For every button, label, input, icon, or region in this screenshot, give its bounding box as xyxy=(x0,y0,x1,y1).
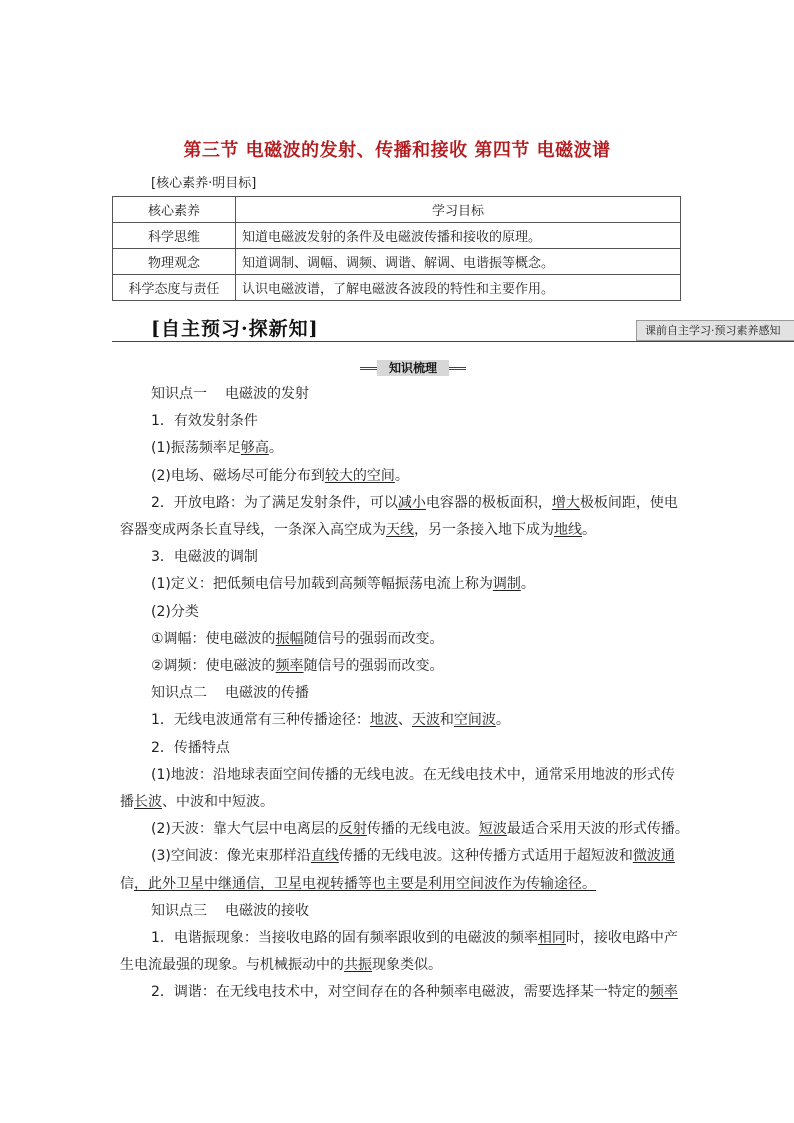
knowledge-point-number: 知识点三 xyxy=(151,902,207,919)
text-run: 传播的无线电波。这种传播方式适用于超短波和 xyxy=(338,848,633,865)
table-row xyxy=(113,223,681,249)
knowledge-point-number: 知识点一 xyxy=(151,386,207,402)
answer-blank: 增大 xyxy=(551,494,580,511)
knowledge-point-title: 电磁波的发射 xyxy=(225,386,309,402)
text-run: 1．有效发射条件 xyxy=(151,413,258,430)
section-banner-title: [自主预习·探新知] xyxy=(151,318,319,340)
answer-blank: 天线 xyxy=(386,522,414,538)
content-line xyxy=(151,411,258,431)
table-cell: 物理观念 xyxy=(113,249,236,275)
text-run: (2)天波：靠大气层中电离层的 xyxy=(151,821,339,838)
content-line xyxy=(151,656,444,676)
knowledge-summary-text: 知识梳理 xyxy=(377,360,449,376)
page-title: 第三节 电磁波的发射、传播和接收 第四节 电磁波谱 xyxy=(183,140,611,161)
text-run: (2)电场、磁场尽可能分布到 xyxy=(151,467,325,484)
content-line xyxy=(151,493,678,513)
answer-blank: 地线 xyxy=(554,522,582,538)
text-run: 生电流最强的现象。与机械振动中的 xyxy=(120,957,344,974)
text-run: 和 xyxy=(439,712,454,729)
table-cell: 认识电磁波谱，了解电磁波各波段的特性和主要作用。 xyxy=(236,275,681,301)
text-run: 、中波和中短波。 xyxy=(162,794,274,810)
answer-blank: 天波 xyxy=(411,712,440,729)
section-banner-tag: 课前自主学习·预习素养感知 xyxy=(636,320,794,341)
table-row xyxy=(113,275,681,301)
answer-blank: 振幅 xyxy=(275,630,304,647)
text-run: ②调频：使电磁波的 xyxy=(151,658,276,674)
knowledge-point-title: 电磁波的传播 xyxy=(225,685,309,702)
text-run: 。 xyxy=(268,440,283,457)
text-run: 2．传播特点 xyxy=(151,739,230,756)
text-run: 1．电谐振现象：当接收电路的固有频率跟收到的电磁波的频率 xyxy=(151,930,538,946)
answer-blank: 调制 xyxy=(492,576,521,593)
column-header-goals: 学习目标 xyxy=(236,197,681,223)
answer-blank: 短波 xyxy=(478,821,507,838)
content-line xyxy=(151,819,689,839)
text-run: 。 xyxy=(495,712,510,729)
text-run: 随信号的强弱而改变。 xyxy=(303,658,444,674)
answer-blank: 共振 xyxy=(344,957,372,974)
text-run: 时，接收电路中产 xyxy=(565,930,678,946)
text-run: ①调幅：使电磁波的 xyxy=(151,630,276,647)
content-line xyxy=(120,874,596,894)
learning-goals-table xyxy=(112,196,681,301)
table-header-row xyxy=(113,197,681,223)
content-line xyxy=(151,928,678,948)
content-line xyxy=(151,602,199,622)
content-line xyxy=(120,520,596,540)
answer-blank: ，此外卫星中继通信，卫星电视转播等也主要是利用空间波作为传输途径。 xyxy=(134,875,596,892)
knowledge-point-number: 知识点二 xyxy=(151,685,207,702)
text-run: 极板间距，使电 xyxy=(579,494,678,511)
text-run: 播 xyxy=(120,794,134,810)
content-line xyxy=(120,955,442,975)
text-run: 2．开放电路：为了满足发射条件，可以 xyxy=(151,494,398,511)
text-run: 最适合采用天波的形式传播。 xyxy=(506,821,689,838)
text-run: 、 xyxy=(397,712,412,729)
answer-blank: 地波 xyxy=(369,712,398,729)
text-run: 容器变成两条长直导线，一条深入高空成为 xyxy=(120,522,386,538)
answer-blank: 相同 xyxy=(537,930,566,946)
knowledge-point-heading xyxy=(151,901,309,921)
content-line xyxy=(151,765,675,785)
text-run: 2．调谐：在无线电技术中，对空间存在的各种频率电磁波，需要选择某一特定的 xyxy=(151,984,650,1001)
content-line xyxy=(151,846,675,866)
answer-blank: 减小 xyxy=(397,494,426,511)
knowledge-point-heading xyxy=(151,384,309,404)
table-cell: 知道调制、调幅、调频、调谐、解调、电谐振等概念。 xyxy=(236,249,681,275)
content-line xyxy=(151,547,258,567)
text-run: (1)定义：把低频电信号加载到高频等幅振荡电流上称为 xyxy=(151,576,493,593)
content-line xyxy=(151,629,444,649)
text-run: 3．电磁波的调制 xyxy=(151,549,258,566)
table-cell: 科学态度与责任 xyxy=(113,275,236,301)
answer-blank: 微波通 xyxy=(632,848,675,865)
answer-blank: 够高 xyxy=(240,440,269,457)
content-line xyxy=(151,738,230,758)
text-run: 。 xyxy=(394,467,409,484)
text-run: 现象类似。 xyxy=(372,957,442,974)
content-line xyxy=(151,438,283,458)
table-row xyxy=(113,249,681,275)
content-line xyxy=(151,710,510,730)
answer-blank: 反射 xyxy=(338,821,367,838)
text-run: ，另一条接入地下成为 xyxy=(414,522,554,538)
text-run: (2)分类 xyxy=(151,603,199,620)
content-line xyxy=(151,466,409,486)
text-run: (3)空间波：像光束那样沿 xyxy=(151,848,311,865)
text-run: (1)振荡频率足 xyxy=(151,440,241,457)
answer-blank: 空间波 xyxy=(453,712,496,729)
text-run: 信 xyxy=(120,875,134,892)
text-run: 。 xyxy=(582,522,596,538)
answer-blank: 长波 xyxy=(134,794,162,810)
table-cell: 知道电磁波发射的条件及电磁波传播和接收的原理。 xyxy=(236,223,681,249)
knowledge-point-title: 电磁波的接收 xyxy=(225,902,309,919)
text-run: 传播的无线电波。 xyxy=(366,821,479,838)
answer-blank: 频率 xyxy=(649,984,678,1001)
column-header-literacy: 核心素养 xyxy=(113,197,236,223)
banner-divider xyxy=(112,341,794,342)
content-line xyxy=(151,982,678,1002)
content-line xyxy=(151,574,535,594)
table-cell: 科学思维 xyxy=(113,223,236,249)
answer-blank: 频率 xyxy=(275,658,304,674)
text-run: (1)地波：沿地球表面空间传播的无线电波。在无线电技术中，通常采用地波的形式传 xyxy=(151,766,675,783)
answer-blank: 直线 xyxy=(310,848,339,865)
text-run: 1．无线电波通常有三种传播途径： xyxy=(151,712,370,729)
text-run: 电容器的极板面积， xyxy=(425,494,552,511)
knowledge-point-heading xyxy=(151,683,309,703)
text-run: 。 xyxy=(520,576,535,593)
content-line xyxy=(120,792,274,812)
text-run: 随信号的强弱而改变。 xyxy=(303,630,444,647)
answer-blank: 较大的空间 xyxy=(324,467,395,484)
core-literacy-caption: [核心素养·明目标] xyxy=(151,176,257,191)
knowledge-summary-label xyxy=(360,360,466,376)
